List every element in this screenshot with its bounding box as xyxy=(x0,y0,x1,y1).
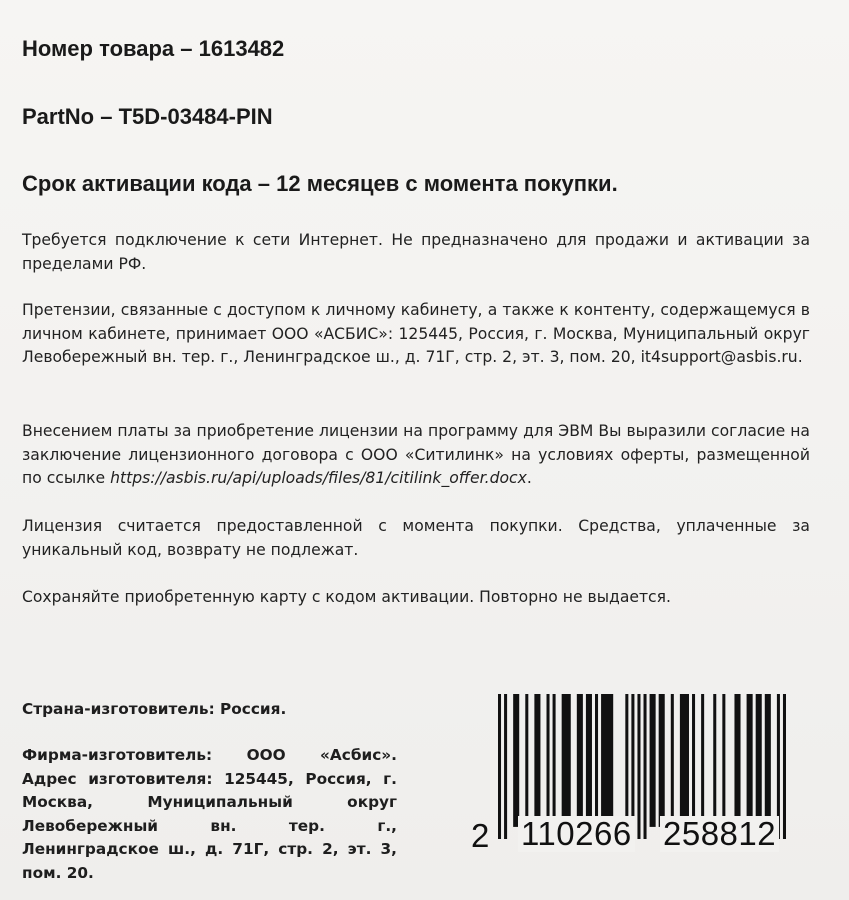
barcode-bar-8 xyxy=(577,694,583,827)
barcode-bar-21 xyxy=(701,694,704,827)
barcode-bar-6 xyxy=(553,694,556,827)
license-agreement-end: . xyxy=(526,469,532,487)
barcode-bar-25 xyxy=(747,694,753,827)
barcode-left-digits: 110266 xyxy=(518,816,635,852)
internet-requirement-text: Требуется подключение к сети Интернет. Не предназначено для продажи и активации за пределами РФ. xyxy=(22,231,810,273)
offer-link[interactable]: https://asbis.ru/api/uploads/files/81/citilink_offer.docx xyxy=(110,469,527,487)
barcode-bar-29 xyxy=(783,694,786,839)
barcode-bar-15 xyxy=(644,694,647,839)
barcode-bar-27 xyxy=(765,694,771,827)
barcode-bar-20 xyxy=(692,694,695,827)
license-agreement-text xyxy=(22,420,810,491)
barcode-bar-5 xyxy=(547,694,550,827)
barcode-bar-11 xyxy=(601,694,613,827)
barcode-bar-9 xyxy=(586,694,592,827)
keep-card-text: Сохраняйте приобретенную карту с кодом активации. Повторно не выдается. xyxy=(22,588,671,606)
barcode-bar-19 xyxy=(680,694,689,827)
activation-term: Срок активации кода – 12 месяцев с момента покупки. xyxy=(22,171,618,196)
part-number: PartNo – T5D-03484-PIN xyxy=(22,104,273,129)
manufacturer-info: Фирма-изготовитель: ООО «Асбис». Адрес изготовителя: 125445, Россия, г. Москва, Муниципальный округ Левобережный вн. тер. г., Ленинградское ш., д. 71Г, стр. 2, эт. 3, пом. 20. xyxy=(22,746,397,882)
item-number: Номер товара – 1613482 xyxy=(22,36,285,61)
barcode-bar-14 xyxy=(637,694,640,839)
barcode-bar-0 xyxy=(498,694,501,839)
barcode-bar-12 xyxy=(625,694,628,827)
license-provided-text: Лицензия считается предоставленной с момента покупки. Средства, уплаченные за уникальный код, возврату не подлежат. xyxy=(22,517,810,559)
barcode-bar-26 xyxy=(756,694,762,827)
country-of-origin: Страна-изготовитель: Россия. xyxy=(22,700,287,718)
barcode-bar-7 xyxy=(562,694,571,827)
barcode-bar-18 xyxy=(671,694,674,827)
license-agreement-body: Внесением платы за приобретение лицензии на программу для ЭВМ Вы выразили согласие на заключение лицензионного договора с ООО «Ситилинк» на условиях оферты, размещенной по ссылке xyxy=(22,422,810,487)
claims-text: Претензии, связанные с доступом к личному кабинету, а также к контенту, содержащемуся в личном кабинете, принимает ООО «АСБИС»: 125445, Россия, г. Москва, Муниципальный округ Левобережный вн. тер. г., Ленинградское ш., д. 71Г, стр. 2, эт. 3, пом. 20, it4support@asbis.ru. xyxy=(22,301,810,366)
barcode-bar-17 xyxy=(659,694,665,827)
barcode-bar-23 xyxy=(722,694,725,827)
barcode xyxy=(470,694,820,864)
barcode-bar-13 xyxy=(631,694,634,827)
barcode-bar-22 xyxy=(713,694,716,827)
barcode-bar-24 xyxy=(734,694,740,827)
barcode-bar-3 xyxy=(525,694,528,827)
barcode-bar-1 xyxy=(504,694,507,839)
barcode-bar-2 xyxy=(513,694,519,827)
barcode-bar-16 xyxy=(650,694,656,827)
barcode-bar-10 xyxy=(595,694,598,827)
barcode-right-digits: 258812 xyxy=(660,816,779,852)
barcode-bar-4 xyxy=(534,694,540,827)
barcode-first-digit: 2 xyxy=(471,817,490,854)
